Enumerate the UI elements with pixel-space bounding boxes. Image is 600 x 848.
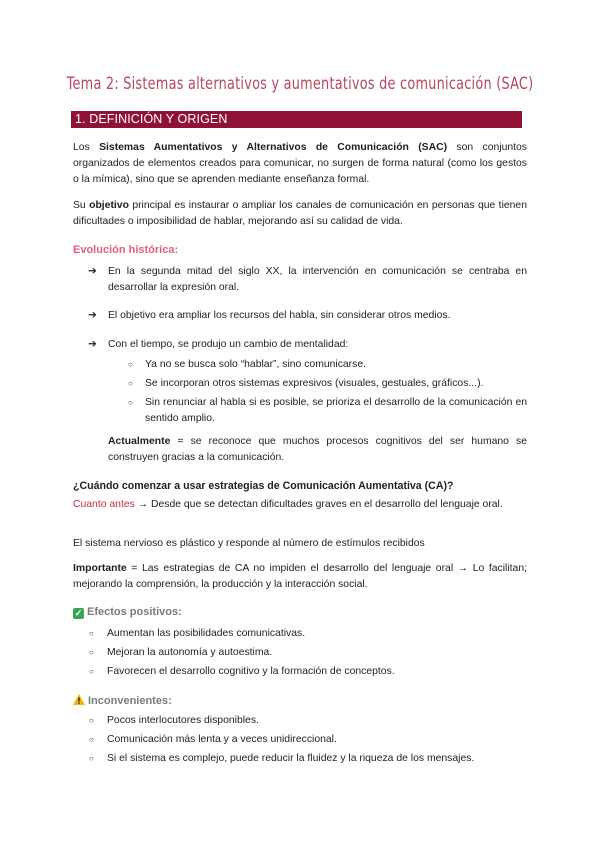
list-item-text: Ya no se busca solo “hablar”, sino comunicarse. [145,359,367,370]
circle-bullet-icon: ○ [128,398,133,407]
circle-bullet-icon: ○ [128,360,133,369]
list-item [88,308,527,324]
text: Los [73,142,100,153]
text: = se reconoce que muchos procesos cognitivos del ser humano se construyen gracias a la comunicación. [108,436,527,463]
circle-bullet-icon: ○ [89,754,94,763]
list-item-text: En la segunda mitad del siglo XX, la intervención en comunicación se centraba en desarrollar la expresión oral. [108,266,527,293]
bold-term: Sistemas Aumentativos y Alternativos de Comunicación (SAC) [99,142,448,153]
list-item [89,751,527,767]
list-item [88,337,527,353]
arrow-icon: ➔ [88,310,97,321]
list-item [89,713,527,729]
positivos-heading [73,606,182,619]
list-item-text: Con el tiempo, se produjo un cambio de mentalidad: [108,339,349,350]
plastic-paragraph: El sistema nervioso es plástico y responde al número de estímulos recibidos [73,538,425,549]
list-item-text: Mejoran la autonomía y autoestima. [107,647,273,658]
list-item [89,664,527,680]
inconvenientes-heading [73,694,172,707]
text: son conjuntos organizados de elementos creados para comunicar, no surgen de forma natural (como los gestos o la mímica), sino que se aprenden mediante enseñanza formal. [73,142,527,185]
section-heading: 1. DEFINICIÓN Y ORIGEN [71,111,522,128]
heading-text: Efectos positivos: [87,606,182,618]
sub-list-item [128,376,527,392]
list-item [89,645,527,661]
cuando-question: ¿Cuándo comenzar a usar estrategias de Comunicación Aumentativa (CA)? [73,480,454,492]
arrow-icon: ➔ [88,266,97,277]
list-item-text: Si el sistema es complejo, puede reducir la fluidez y la riqueza de los mensajes. [107,753,475,764]
list-item-text: El objetivo era ampliar los recursos del habla, sin considerar otros medios. [108,310,451,321]
circle-bullet-icon: ○ [128,379,133,388]
page-title: Tema 2: Sistemas alternativos y aumentativos de comunicación (SAC) [66,74,534,93]
circle-bullet-icon: ○ [89,735,94,744]
bold-term: objetivo [89,200,129,211]
sub-list-item [128,395,527,427]
circle-bullet-icon: ○ [89,667,94,676]
circle-bullet-icon: ○ [89,629,94,638]
arrow-icon: ➔ [88,339,97,350]
warning-icon [73,694,85,705]
text: → Desde que se detectan dificultades graves en el desarrollo del lenguaje oral. [134,499,503,510]
cuando-answer [73,497,527,513]
list-item [88,264,527,296]
sub-list-item [128,357,527,373]
heading-text: Inconvenientes: [88,695,172,707]
evolucion-heading: Evolución histórica: [73,244,179,256]
text: principal es instaurar o ampliar los canales de comunicación en personas que tienen dificultades o imposibilidad de hablar, mejorando así su calidad de vida. [73,200,527,227]
importante-paragraph [73,561,527,593]
bold-term: Importante [73,563,127,574]
highlight-text: Cuanto antes [73,499,135,510]
list-item-text: Favorecen el desarrollo cognitivo y la formación de conceptos. [107,666,395,677]
list-item [89,732,527,748]
circle-bullet-icon: ○ [89,716,94,725]
list-item-text: Sin renunciar al habla si es posible, se prioriza el desarrollo de la comunicación en sentido amplio. [145,397,527,424]
circle-bullet-icon: ○ [89,648,94,657]
bold-term: Actualmente [108,436,171,447]
list-item-text: Aumentan las posibilidades comunicativas. [107,628,306,639]
list-item [89,626,527,642]
text: = Las estrategias de CA no impiden el desarrollo del lenguaje oral → Lo facilitan; mejorando la comprensión, la producción y la interacción social. [73,563,527,590]
intro-paragraph-1 [73,140,527,188]
actualmente-paragraph [108,434,527,466]
list-item-text: Comunicación más lenta y a veces unidireccional. [107,734,337,745]
intro-paragraph-2 [73,198,527,230]
text: Su [73,200,90,211]
list-item-text: Se incorporan otros sistemas expresivos (visuales, gestuales, gráficos...). [145,378,484,389]
check-icon: ✓ [74,608,83,618]
list-item-text: Pocos interlocutores disponibles. [107,715,259,726]
